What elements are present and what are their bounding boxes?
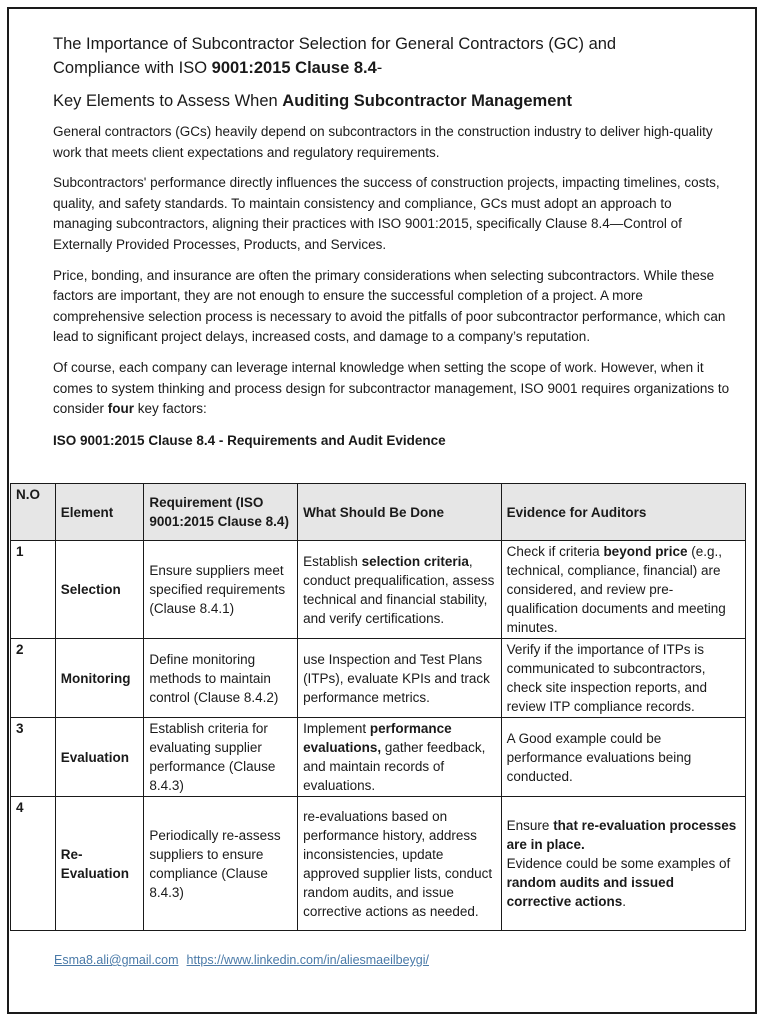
- row-element: Evaluation: [55, 718, 144, 797]
- row-evidence: [501, 541, 745, 639]
- what-text-a: Establish: [303, 553, 362, 569]
- table-header-row: [11, 484, 746, 541]
- table-row: [11, 718, 746, 797]
- paragraph-1: General contractors (GCs) heavily depend on subcontractors in the construction industry to deliver high-quality work that meets client expectations and regulatory requirements.: [53, 124, 713, 160]
- paragraph-2: Subcontractors' performance directly influences the success of construction projects, impacting timelines, costs, quality, and safety standards. To maintain consistency and compliance, GCs must adopt an approach to managing subcontractors, aligning their practices with ISO 9001:2015, specifically Clause 8.4—Control of Externally Provided Processes, Products, and Services.: [53, 175, 720, 252]
- subtitle-bold: Auditing Subcontractor Management: [282, 92, 572, 110]
- table-row: [11, 639, 746, 718]
- subtitle-plain: Key Elements to Assess When: [53, 92, 283, 110]
- what-bold: performance evaluations,: [303, 721, 452, 755]
- row-what-should-be-done: [298, 718, 502, 797]
- row-evidence: [501, 797, 745, 931]
- table-row: [11, 797, 746, 931]
- what-text-b: , conduct prequalification, assess technical and financial stability, and verify certifications.: [303, 553, 495, 626]
- header-what-should-be-done: What Should Be Done: [298, 484, 502, 541]
- paragraph-4-text-b: key factors:: [134, 401, 207, 417]
- linkedin-link[interactable]: https://www.linkedin.com/in/aliesmaeilbeygi/: [186, 953, 429, 967]
- row-number: 2: [11, 639, 56, 718]
- evidence-text-b: (e.g., technical, compliance, financial) are considered, and review pre-qualification documents and meeting minutes.: [506, 544, 726, 635]
- requirements-table: [10, 483, 746, 931]
- row-requirement: Ensure suppliers meet specified requirements (Clause 8.4.1): [144, 541, 298, 639]
- evidence-bold: beyond price: [603, 544, 688, 559]
- title-line-2-bold: 9001:2015 Clause 8.4: [211, 59, 377, 77]
- title-line-2-plain: Compliance with ISO: [53, 59, 212, 77]
- email-link[interactable]: Esma8.ali@gmail.com: [54, 953, 179, 967]
- row-what-should-be-done: [298, 541, 502, 639]
- what-bold: selection criteria: [361, 553, 469, 569]
- what-text-b: gather feedback, and maintain records of evaluations.: [303, 740, 486, 793]
- header-no: N.O: [11, 484, 56, 541]
- row-element: Re-Evaluation: [55, 797, 144, 931]
- row-requirement: Establish criteria for evaluating supplier performance (Clause 8.4.3): [144, 718, 298, 797]
- row-evidence: Verify if the importance of ITPs is communicated to subcontractors, check site inspection reports, and review ITP compliance records.: [501, 639, 745, 718]
- evidence-text-b: Evidence could be some examples of: [506, 856, 731, 871]
- header-evidence: Evidence for Auditors: [501, 484, 745, 541]
- evidence-text-a: Check if criteria: [506, 544, 604, 559]
- title-line-1: The Importance of Subcontractor Selection for General Contractors (GC) and: [53, 35, 617, 53]
- evidence-text-c: .: [622, 894, 626, 909]
- row-evidence: A Good example could be performance evaluations being conducted.: [501, 718, 745, 797]
- table-row: [11, 541, 746, 639]
- row-number: 3: [11, 718, 56, 797]
- evidence-text-a: Ensure: [506, 818, 554, 833]
- document-body: [53, 32, 733, 451]
- footer-links: [54, 953, 429, 967]
- row-what-should-be-done: re-evaluations based on performance history, address inconsistencies, update approved supplier lists, conduct random audits, and issue corrective actions as needed.: [298, 797, 502, 931]
- document-title: [53, 32, 733, 80]
- document-subtitle: [53, 90, 733, 112]
- paragraph-4-text-a: Of course, each company can leverage internal knowledge when setting the scope of work. However, when it comes to system thinking and process design for subcontractor management, ISO 9001 requires organizations to consider: [53, 359, 730, 417]
- row-element: Monitoring: [55, 639, 144, 718]
- what-text-a: Implement: [303, 721, 370, 736]
- paragraph-3: Price, bonding, and insurance are often the primary considerations when selecting subcontractors. While these factors are important, they are not enough to ensure the successful completion of a project. A more comprehensive selection process is necessary to avoid the pitfalls of poor subcontractor performance, which can lead to significant project delays, increased costs, and damage to a company’s reputation.: [53, 267, 726, 345]
- row-number: 1: [11, 541, 56, 639]
- paragraph-4-bold: four: [107, 401, 135, 417]
- title-line-2-suffix: -: [376, 59, 383, 77]
- row-what-should-be-done: use Inspection and Test Plans (ITPs), evaluate KPIs and track performance metrics.: [298, 639, 502, 718]
- header-requirement: Requirement (ISO 9001:2015 Clause 8.4): [144, 484, 298, 541]
- row-requirement: Define monitoring methods to maintain control (Clause 8.4.2): [144, 639, 298, 718]
- row-element: Selection: [55, 541, 144, 639]
- evidence-bold-1: that re-evaluation processes are in place.: [506, 818, 737, 852]
- table-heading: ISO 9001:2015 Clause 8.4 - Requirements and Audit Evidence: [53, 432, 446, 448]
- row-number: 4: [11, 797, 56, 931]
- paragraph-4: [53, 358, 733, 420]
- header-element: Element: [55, 484, 144, 541]
- row-requirement: Periodically re-assess suppliers to ensure compliance (Clause 8.4.3): [144, 797, 298, 931]
- evidence-bold-2: random audits and issued corrective actions: [506, 875, 674, 909]
